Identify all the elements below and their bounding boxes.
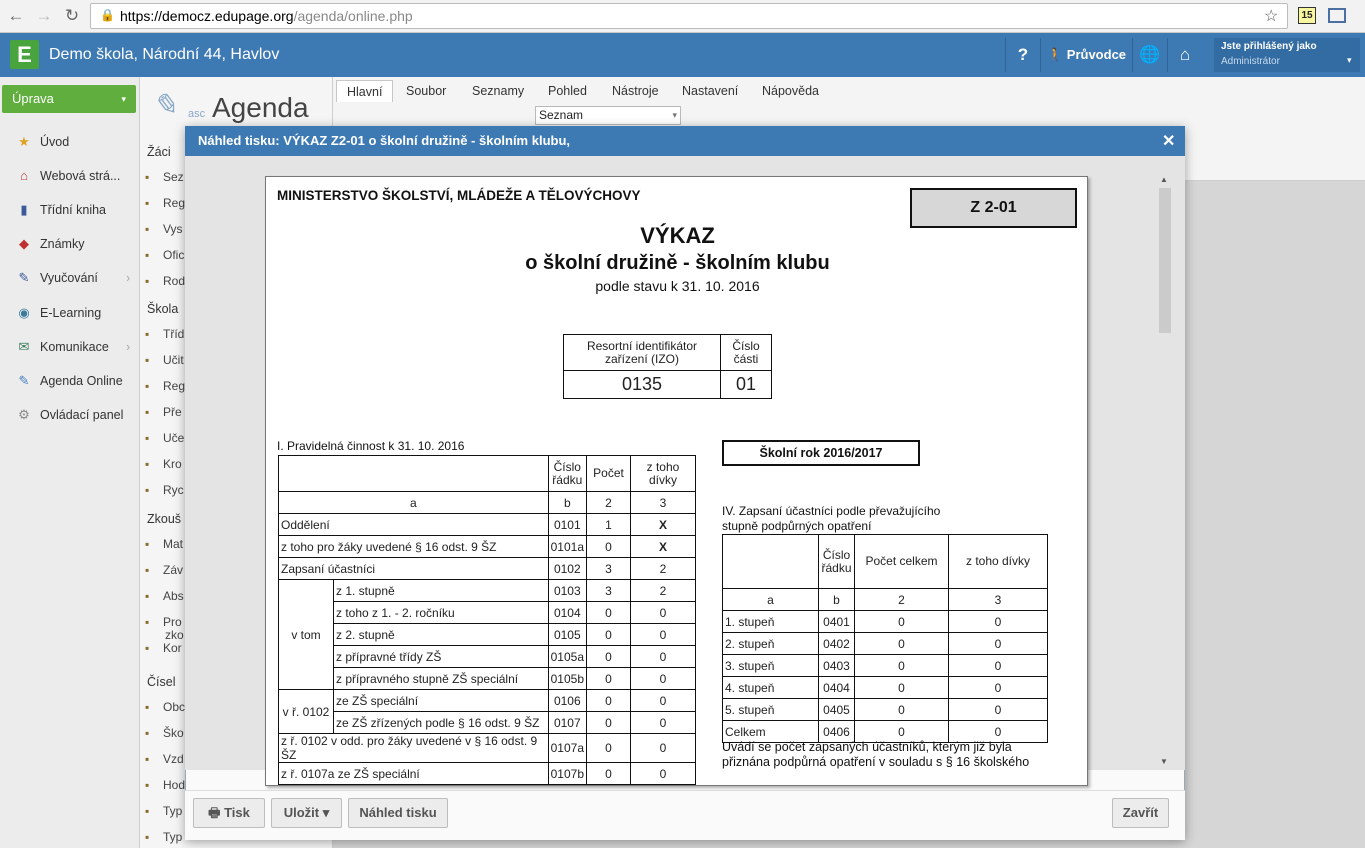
module-item[interactable] <box>145 563 183 577</box>
module-item[interactable] <box>145 405 182 419</box>
row-girls: 0 <box>631 734 696 763</box>
t1-head-code: Číslo řádku <box>548 456 586 492</box>
sidebar-item-0[interactable] <box>0 125 140 159</box>
row-code: 0103 <box>548 580 586 602</box>
module-item-icon: ▪ <box>145 778 150 792</box>
tab-1[interactable]: Soubor <box>406 84 447 98</box>
row-girls: 0 <box>949 611 1048 633</box>
communication-icon: ✉ <box>18 338 30 354</box>
chevron-right-icon: › <box>126 339 131 354</box>
row-code: 0405 <box>819 699 855 721</box>
t1-sub: 3 <box>631 492 696 514</box>
module-item[interactable] <box>145 353 184 367</box>
module-item[interactable] <box>145 379 185 393</box>
sidebar-item-label: Ovládací panel <box>40 407 124 422</box>
tab-3[interactable]: Pohled <box>548 84 587 98</box>
document-page <box>265 176 1088 786</box>
scroll-down-icon[interactable]: ▼ <box>1160 757 1168 766</box>
t1-sub: 2 <box>587 492 631 514</box>
tab-5[interactable]: Nastavení <box>682 84 739 98</box>
row-code: 0102 <box>548 558 586 580</box>
module-item-icon: ▪ <box>145 353 150 367</box>
row-code: 0107a <box>548 734 586 763</box>
module-item[interactable] <box>145 170 184 184</box>
module-item-label: Ško <box>163 726 184 740</box>
row-girls: 0 <box>949 633 1048 655</box>
row-label: 2. stupeň <box>723 633 819 655</box>
module-item-label: Sez <box>163 170 184 184</box>
module-item-label: Obc <box>163 700 186 714</box>
doc-date: podle stavu k 31. 10. 2016 <box>595 278 760 294</box>
t4-sub: 2 <box>855 589 949 611</box>
module-section-title: Žáci <box>147 145 171 159</box>
row-count: 0 <box>587 690 631 712</box>
row-label: z 1. stupně <box>334 580 549 602</box>
row-label: 1. stupeň <box>723 611 819 633</box>
sidebar-item-label: Třídní kniha <box>40 203 107 218</box>
v-tom-label: v tom <box>279 580 334 690</box>
row-label: Celkem <box>723 721 819 743</box>
save-button[interactable]: Uložit ▾ <box>271 798 342 828</box>
part-header: Číslo části <box>721 335 772 371</box>
module-item-icon: ▪ <box>145 641 150 655</box>
sidebar-item-6[interactable] <box>0 330 140 364</box>
table-row <box>279 763 696 785</box>
module-item[interactable] <box>145 700 185 714</box>
tab-0[interactable]: Hlavní <box>336 80 393 102</box>
module-item-icon: ▪ <box>145 327 150 341</box>
table-row <box>723 655 1048 677</box>
printer-icon: 🖶 <box>208 805 221 820</box>
note-line2: přiznána podpůrná opatření v souladu s § 16 školského <box>722 755 1030 769</box>
row-count: 1 <box>587 514 631 536</box>
row-girls: 2 <box>631 558 696 580</box>
table-row <box>279 602 696 624</box>
chevron-down-icon: ▾ <box>121 94 126 104</box>
module-item-label: Kor <box>163 641 182 655</box>
module-item[interactable] <box>145 804 182 818</box>
elearning-icon: ◉ <box>18 304 30 320</box>
module-item-label: Pro <box>163 615 182 629</box>
globe-icon[interactable]: 🌐 <box>1132 38 1167 72</box>
tab-4[interactable]: Nástroje <box>612 84 659 98</box>
row-code: 0106 <box>548 690 586 712</box>
row-label: Oddělení <box>279 514 549 536</box>
school-year: Školní rok 2016/2017 <box>722 440 920 466</box>
module-item[interactable] <box>145 222 183 236</box>
edit-menu-label: Úprava <box>12 91 54 106</box>
module-item-label: Typ <box>163 804 183 818</box>
sidebar-item-label: E-Learning <box>40 305 102 320</box>
agenda-icon: ✎ <box>18 372 30 388</box>
dialog-title: Náhled tisku: VÝKAZ Z2-01 o školní družině - školním klubu, <box>185 126 1185 156</box>
sidebar-item-label: Webová strá... <box>40 169 121 184</box>
t1-sub: a <box>279 492 549 514</box>
row-girls: 0 <box>949 677 1048 699</box>
table-row <box>279 580 696 602</box>
sidebar-item-3[interactable] <box>0 227 140 261</box>
row-count: 0 <box>855 677 949 699</box>
izo-header: Resortní identifikátor zařízení (IZO) <box>564 335 721 371</box>
module-item-label: Abs <box>163 589 184 603</box>
module-section-title: Škola <box>147 302 179 316</box>
module-item-label: Učit <box>163 353 184 367</box>
row-label: 3. stupeň <box>723 655 819 677</box>
module-item-icon: ▪ <box>145 274 150 288</box>
row-code: 0401 <box>819 611 855 633</box>
chevron-down-icon: ▾ <box>1347 55 1352 65</box>
sidebar-item-2[interactable] <box>0 193 140 227</box>
row-label: z 2. stupně <box>334 624 549 646</box>
row-count: 0 <box>587 624 631 646</box>
url-text[interactable] <box>120 8 413 24</box>
table-row <box>279 712 696 734</box>
chevron-down-icon: ▾ <box>672 110 677 120</box>
module-item[interactable] <box>145 537 183 551</box>
table-row <box>279 646 696 668</box>
guide-label: Průvodce <box>1066 47 1127 62</box>
t4-head-count: Počet celkem <box>855 535 949 589</box>
module-item-label: Kro <box>163 457 182 471</box>
print-button[interactable] <box>193 798 265 828</box>
module-item-icon: ▪ <box>145 405 150 419</box>
print-preview-button[interactable]: Náhled tisku <box>348 798 448 828</box>
school-name: Demo škola, Národní 44, Havlov <box>49 46 280 63</box>
row-girls: 0 <box>631 690 696 712</box>
module-item[interactable] <box>145 589 184 603</box>
form-code: Z 2-01 <box>910 188 1077 228</box>
ministry-name: MINISTERSTVO ŠKOLSTVÍ, MLÁDEŽE A TĚLOVÝCHOVY <box>277 188 641 203</box>
forward-icon[interactable]: → <box>35 6 53 25</box>
url-host: https://democz.edupage.org <box>120 8 294 24</box>
row-code: 0107 <box>548 712 586 734</box>
row-code: 0403 <box>819 655 855 677</box>
edupage-logo[interactable]: E <box>10 40 39 69</box>
row-count: 0 <box>587 668 631 690</box>
module-item-label: Vzd <box>163 752 184 766</box>
row-girls: 0 <box>949 721 1048 743</box>
scrollbar-thumb[interactable] <box>1159 188 1171 333</box>
table-row <box>279 536 696 558</box>
sidebar-item-8[interactable] <box>0 398 140 432</box>
user-name: Administrátor <box>1221 56 1280 67</box>
module-item-label: Rod <box>163 274 186 288</box>
sidebar-item-5[interactable] <box>0 296 140 330</box>
module-item-icon: ▪ <box>145 700 150 714</box>
tab-6[interactable]: Nápověda <box>762 84 819 98</box>
module-item[interactable] <box>145 641 182 655</box>
row-count: 0 <box>587 602 631 624</box>
list-select[interactable] <box>535 106 681 125</box>
note-line1: Uvádí se počet zapsaných účastníků, kterým již byla <box>722 740 1012 754</box>
module-item[interactable] <box>145 830 182 844</box>
module-item-icon: ▪ <box>145 563 150 577</box>
row-code: 0404 <box>819 677 855 699</box>
module-section-title: Zkouš <box>147 512 182 526</box>
module-item[interactable] <box>145 726 184 740</box>
sidebar-item-label: Komunikace <box>40 339 109 354</box>
module-item-icon: ▪ <box>145 431 150 445</box>
row-code: 0101 <box>548 514 586 536</box>
module-item-label: Hod <box>163 778 186 792</box>
sidebar-item-label: Vyučování <box>40 271 98 286</box>
module-item-label: Ofic <box>163 248 185 262</box>
sidebar-item-7[interactable] <box>0 364 140 398</box>
table-row <box>723 677 1048 699</box>
row-label: z ř. 0102 v odd. pro žáky uvedené v § 16 odst. 9 ŠZ <box>279 734 549 763</box>
row-girls: 0 <box>631 646 696 668</box>
row-count: 0 <box>855 721 949 743</box>
module-item-icon: ▪ <box>145 615 150 629</box>
row-girls: 0 <box>949 699 1048 721</box>
module-item-label: Pře <box>163 405 182 419</box>
extension-badge[interactable]: 15 <box>1298 7 1316 24</box>
table-row <box>723 633 1048 655</box>
module-item-icon: ▪ <box>145 830 150 844</box>
close-button[interactable]: Zavřít <box>1112 798 1169 828</box>
sidebar-item-label: Agenda Online <box>40 373 123 388</box>
table-row <box>279 690 696 712</box>
row-girls: X <box>631 514 696 536</box>
t4-sub: 3 <box>949 589 1048 611</box>
module-item-icon: ▪ <box>145 804 150 818</box>
back-icon[interactable]: ← <box>7 6 25 25</box>
edit-menu-button[interactable] <box>2 85 136 113</box>
module-item-label: Záv <box>163 563 184 577</box>
row-label: 5. stupeň <box>723 699 819 721</box>
row-label: z přípravného stupně ZŠ speciální <box>334 668 549 690</box>
module-item-cont: zko <box>165 628 184 642</box>
web-icon: ⌂ <box>20 168 28 184</box>
t4-sub: b <box>819 589 855 611</box>
t1-head-count: Počet <box>587 456 631 492</box>
izo-value: 0135 <box>564 371 721 399</box>
sidebar-item-label: Známky <box>40 237 85 252</box>
module-item[interactable] <box>145 752 184 766</box>
agenda-logo-text: Agenda <box>212 92 309 123</box>
module-item-label: Vys <box>163 222 183 236</box>
row-girls: 0 <box>631 602 696 624</box>
table-row <box>279 734 696 763</box>
module-item[interactable] <box>145 615 182 629</box>
doc-title: VÝKAZ <box>640 223 715 248</box>
table-row <box>279 668 696 690</box>
t1-head-girls: z toho dívky <box>631 456 696 492</box>
module-item-label: Ryc <box>163 483 184 497</box>
t1-sub: b <box>548 492 586 514</box>
module-item-label: Tříd <box>163 327 185 341</box>
url-path: /agenda/online.php <box>293 8 413 24</box>
table-section4 <box>722 534 1048 743</box>
sidebar-item-1[interactable] <box>0 159 140 193</box>
row-count: 0 <box>855 655 949 677</box>
module-item-label: Uče <box>163 431 185 445</box>
module-item-icon: ▪ <box>145 752 150 766</box>
module-item-icon: ▪ <box>145 379 150 393</box>
row-code: 0105a <box>548 646 586 668</box>
row-count: 0 <box>855 699 949 721</box>
row-count: 0 <box>587 712 631 734</box>
module-item-icon: ▪ <box>145 196 150 210</box>
address-bar[interactable] <box>90 3 1288 29</box>
gear-icon: ⚙ <box>18 406 30 422</box>
row-girls: 2 <box>631 580 696 602</box>
home-icon[interactable]: ⌂ <box>1167 38 1202 72</box>
table-row <box>723 699 1048 721</box>
lock-icon: 🔒 <box>100 8 115 22</box>
part-value: 01 <box>721 371 772 399</box>
tab-2[interactable]: Seznamy <box>472 84 525 98</box>
module-item-icon: ▪ <box>145 457 150 471</box>
t4-sub: a <box>723 589 819 611</box>
row-label: 4. stupeň <box>723 677 819 699</box>
table-section1 <box>278 455 696 785</box>
row-count: 0 <box>587 763 631 785</box>
row-count: 0 <box>587 734 631 763</box>
row-code: 0105b <box>548 668 586 690</box>
module-item[interactable] <box>145 778 185 792</box>
walker-icon: 🚶 <box>1046 47 1064 62</box>
row-girls: 0 <box>949 655 1048 677</box>
star-icon: ★ <box>18 134 30 149</box>
sidebar-item-label: Úvod <box>40 135 70 149</box>
module-item[interactable] <box>145 274 185 288</box>
module-item[interactable] <box>145 457 182 471</box>
user-menu[interactable] <box>1214 38 1360 72</box>
table-row <box>279 514 696 536</box>
row-label: ze ZŠ speciální <box>334 690 549 712</box>
row-girls: 0 <box>631 763 696 785</box>
row-label: z ř. 0107a ze ZŠ speciální <box>279 763 549 785</box>
module-item[interactable] <box>145 327 184 341</box>
row-girls: 0 <box>631 712 696 734</box>
row-label: z toho pro žáky uvedené § 16 odst. 9 ŠZ <box>279 536 549 558</box>
row-label: Zapsaní účastníci <box>279 558 549 580</box>
izo-table <box>563 334 772 399</box>
module-item[interactable] <box>145 248 184 262</box>
close-icon[interactable]: ✕ <box>1162 133 1176 150</box>
t4-head-girls: z toho dívky <box>949 535 1048 589</box>
row-code: 0105 <box>548 624 586 646</box>
section4-title-line1: IV. Zapsaní účastníci podle převažujícího <box>722 504 941 518</box>
module-section-title: Čísel <box>147 675 176 689</box>
module-item-icon: ▪ <box>145 483 150 497</box>
module-item-label: Mat <box>163 537 184 551</box>
row-label: ze ZŠ zřízených podle § 16 odst. 9 ŠZ <box>334 712 549 734</box>
window-icon[interactable] <box>1328 8 1346 23</box>
teaching-icon: ✎ <box>18 270 30 286</box>
guide-button[interactable] <box>1040 38 1132 72</box>
t4-head-code: Číslo řádku <box>819 535 855 589</box>
row-count: 3 <box>587 558 631 580</box>
module-item-icon: ▪ <box>145 248 150 262</box>
module-item-label: Reg <box>163 196 186 210</box>
module-item[interactable] <box>145 431 184 445</box>
row-girls: X <box>631 536 696 558</box>
grades-icon: ◆ <box>19 236 29 252</box>
doc-subtitle: o školní družině - školním klubu <box>525 252 830 274</box>
section4-title-line2: stupně podpůrných opatření <box>722 519 872 533</box>
user-label: Jste přihlášený jako <box>1221 41 1317 52</box>
row-count: 0 <box>855 611 949 633</box>
table-row <box>279 558 696 580</box>
row-label: z přípravné třídy ZŠ <box>334 646 549 668</box>
book-icon: ▮ <box>20 202 28 218</box>
module-item-icon: ▪ <box>145 589 150 603</box>
module-item-icon: ▪ <box>145 222 150 236</box>
module-item-icon: ▪ <box>145 170 150 184</box>
help-button[interactable]: ? <box>1005 38 1040 72</box>
row-code: 0107b <box>548 763 586 785</box>
bookmark-star-icon[interactable]: ☆ <box>1264 8 1279 25</box>
row-code: 0104 <box>548 602 586 624</box>
module-item-label: Typ <box>163 830 183 844</box>
agenda-logo-prefix: asc <box>188 108 206 120</box>
row-code: 0402 <box>819 633 855 655</box>
row-count: 0 <box>587 646 631 668</box>
module-item-label: Reg <box>163 379 186 393</box>
module-item-icon: ▪ <box>145 726 150 740</box>
scroll-up-icon[interactable]: ▲ <box>1160 175 1168 184</box>
v-r-label: v ř. 0102 <box>279 690 334 734</box>
row-code: 0101a <box>548 536 586 558</box>
module-item[interactable] <box>145 196 185 210</box>
table-row <box>723 611 1048 633</box>
row-count: 0 <box>855 633 949 655</box>
chevron-right-icon: › <box>126 271 131 286</box>
module-item-icon: ▪ <box>145 537 150 551</box>
agenda-logo-mark: ✎ <box>152 89 178 122</box>
sidebar-item-4[interactable] <box>0 261 140 295</box>
row-label: z toho z 1. - 2. ročníku <box>334 602 549 624</box>
module-item[interactable] <box>145 483 184 497</box>
table-row <box>279 624 696 646</box>
print-label: Tisk <box>224 805 250 820</box>
row-count: 0 <box>587 536 631 558</box>
reload-icon[interactable]: ↻ <box>64 6 80 25</box>
list-select-value: Seznam <box>539 108 584 122</box>
row-girls: 0 <box>631 624 696 646</box>
row-girls: 0 <box>631 668 696 690</box>
row-code: 0406 <box>819 721 855 743</box>
section1-title: I. Pravidelná činnost k 31. 10. 2016 <box>277 439 465 453</box>
row-count: 3 <box>587 580 631 602</box>
